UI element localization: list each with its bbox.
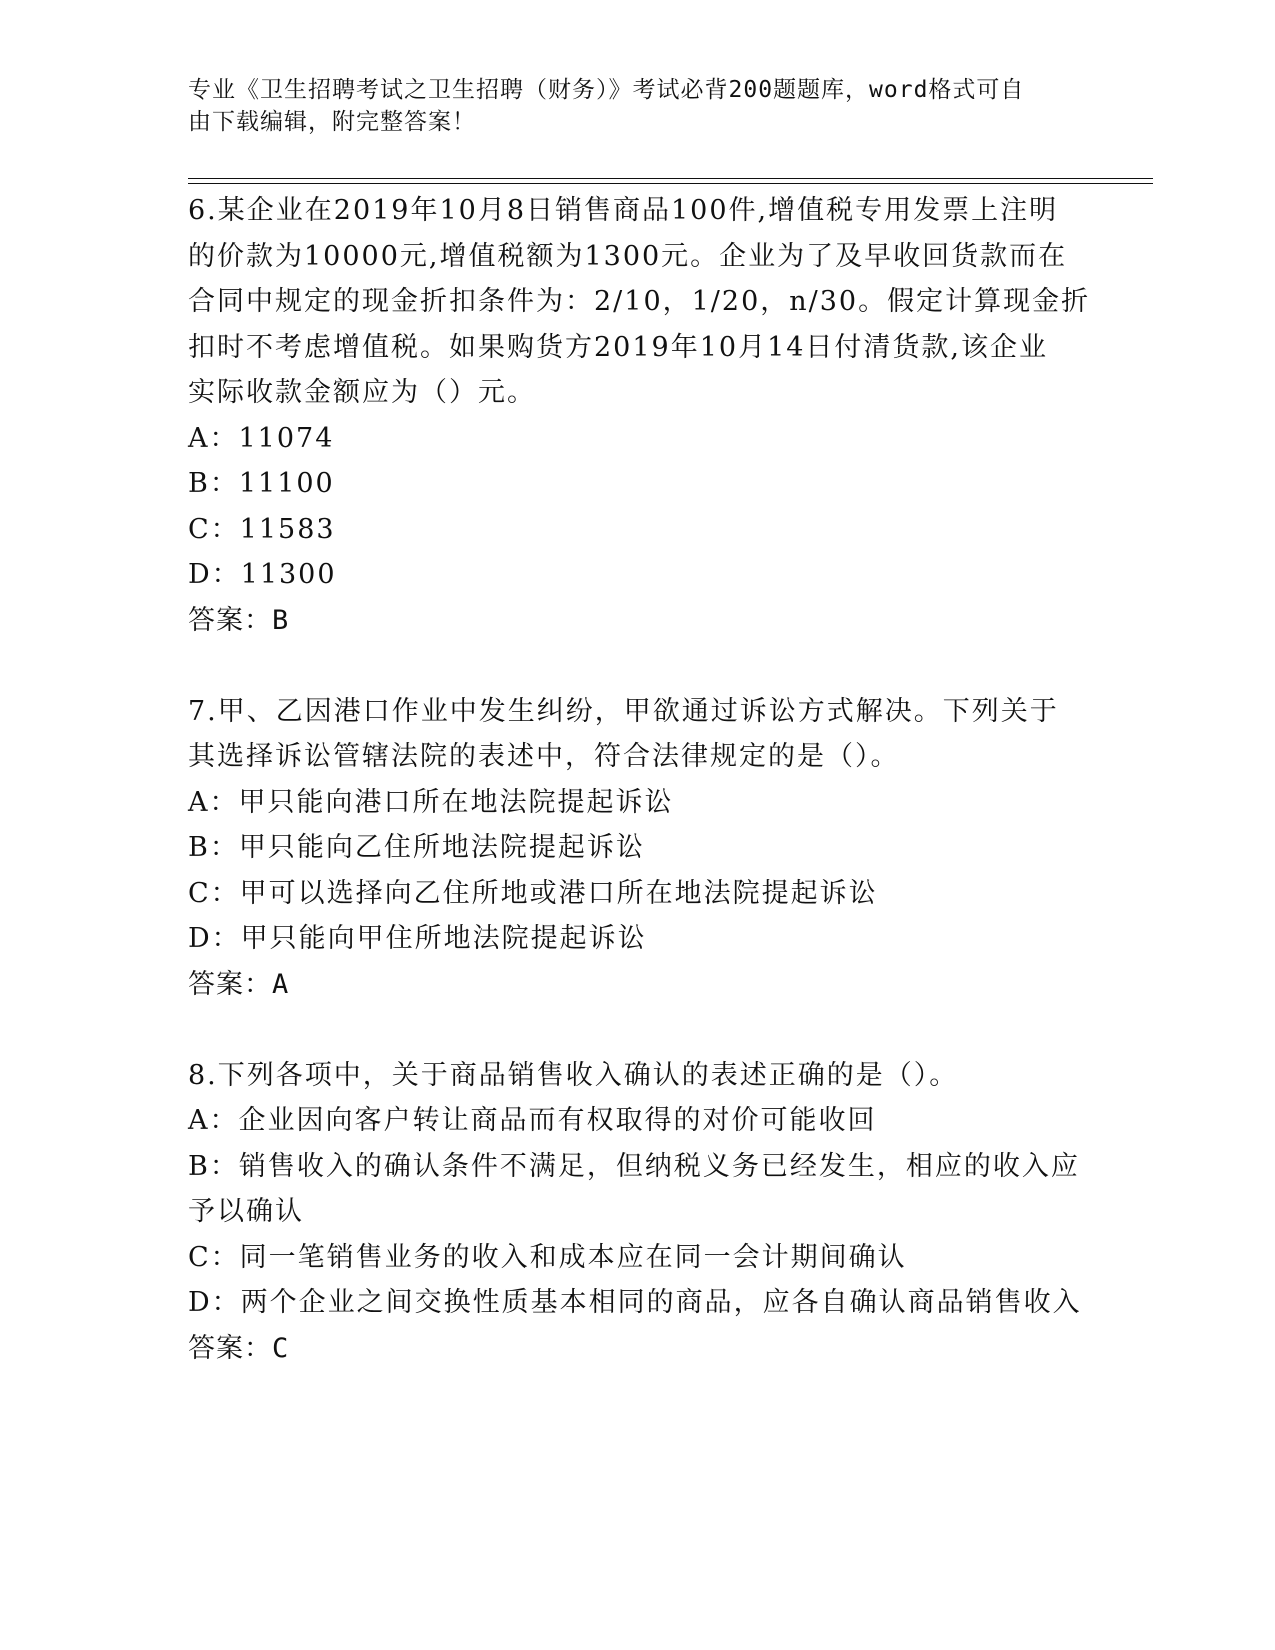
question-stem-line: 6.某企业在2019年10月8日销售商品100件,增值税专用发票上注明	[188, 195, 1059, 226]
header-line-1: 专业《卫生招聘考试之卫生招聘（财务）》考试必背200题题库，word格式可自	[188, 77, 1025, 103]
header-divider-bottom	[188, 183, 1153, 184]
question-spacer	[188, 1007, 1068, 1053]
header-divider-top	[188, 178, 1153, 179]
question-8	[188, 1053, 1082, 1372]
answer-label: 答案：C	[188, 1332, 290, 1364]
question-6	[188, 188, 1091, 643]
option-b: B：11100	[188, 468, 335, 499]
option-b-continued: 予以确认	[188, 1196, 304, 1227]
option-d: D：甲只能向甲住所地法院提起诉讼	[188, 923, 647, 954]
question-stem-line: 8.下列各项中，关于商品销售收入确认的表述正确的是（）。	[188, 1059, 959, 1091]
option-d: D：两个企业之间交换性质基本相同的商品，应各自确认商品销售收入	[188, 1287, 1082, 1318]
question-stem-line: 实际收款金额应为（）元。	[188, 377, 536, 408]
question-spacer	[188, 643, 1068, 689]
question-stem-line: 合同中规定的现金折扣条件为：2/10，1/20，n/30。假定计算现金折	[188, 286, 1091, 317]
answer-label: 答案：B	[188, 604, 290, 636]
option-a: A：11074	[188, 422, 335, 454]
question-7	[188, 689, 1068, 1008]
answer-label: 答案：A	[188, 968, 290, 1000]
question-stem-line: 的价款为10000元,增值税额为1300元。企业为了及早收回货款而在	[188, 240, 1068, 272]
option-c: C：同一笔销售业务的收入和成本应在同一会计期间确认	[188, 1241, 907, 1273]
option-d: D：11300	[188, 559, 337, 590]
question-stem-line: 7.甲、乙因港口作业中发生纠纷，甲欲通过诉讼方式解决。下列关于	[188, 695, 1059, 727]
option-b: B：甲只能向乙住所地法院提起诉讼	[188, 832, 645, 863]
option-c: C：11583	[188, 513, 336, 545]
option-a: A：企业因向客户转让商品而有权取得的对价可能收回	[188, 1105, 877, 1136]
option-c: C：甲可以选择向乙住所地或港口所在地法院提起诉讼	[188, 877, 878, 909]
option-a: A：甲只能向港口所在地法院提起诉讼	[188, 786, 674, 818]
header-line-2: 由下载编辑，附完整答案！	[188, 109, 476, 135]
option-b: B：销售收入的确认条件不满足，但纳税义务已经发生，相应的收入应	[188, 1150, 1080, 1182]
question-stem-line: 扣时不考虑增值税。如果购货方2019年10月14日付清货款,该企业	[188, 331, 1049, 363]
document-header	[188, 74, 1068, 138]
question-list	[188, 188, 1091, 1371]
question-stem-line: 其选择诉讼管辖法院的表述中，符合法律规定的是（）。	[188, 741, 900, 772]
